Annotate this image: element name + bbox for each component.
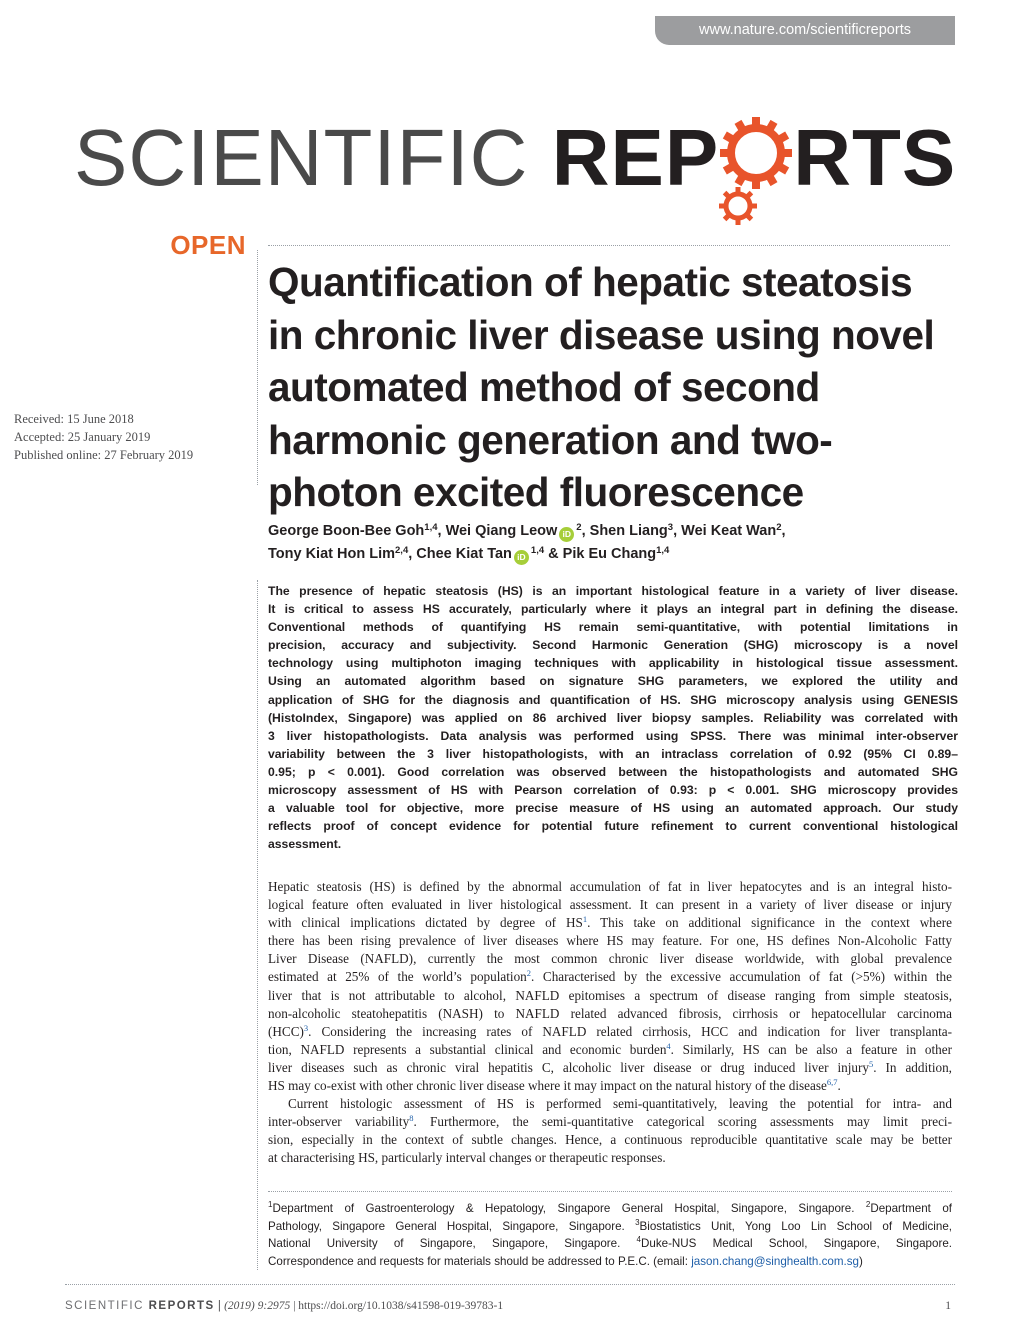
author-name[interactable]: , Wei Keat Wan	[673, 523, 777, 539]
footer-separator: |	[214, 1300, 225, 1312]
body-text-span: . Characterised by the excessive accumulation of fat (>5%) within the	[531, 969, 952, 985]
page-number: 1	[945, 1300, 951, 1312]
author-list	[268, 520, 958, 566]
abstract-line: variability between the 3 liver histopathologists, with an intraclass correlation of 0.92 (95% CI 0.89–	[268, 746, 958, 761]
affiliation-number: 3	[635, 1217, 640, 1227]
reference-link[interactable]: 8	[409, 1113, 414, 1124]
affiliation-text: Biostatistics Unit, Yong Loo Lin School of Medicine,	[639, 1219, 953, 1233]
body-line: logical feature often evaluated in liver histological assessment. It can present in a variety of liver disease or injury	[268, 897, 952, 913]
published-date: Published online: 27 February 2019	[14, 448, 194, 462]
abstract	[268, 582, 958, 853]
affiliation-text: National University of Singapore, Singapore, Singapore.	[268, 1237, 637, 1251]
footer-citation: (2019) 9:2975	[224, 1300, 291, 1312]
abstract-line: assessment.	[268, 837, 342, 852]
author-name[interactable]: , Shen Liang	[581, 523, 668, 539]
article-dates	[14, 410, 254, 464]
affiliation-sup: 1,4	[424, 522, 438, 533]
body-line	[268, 1059, 952, 1077]
body-text-span: inter-observer variability	[268, 1114, 410, 1130]
orcid-icon[interactable]: iD	[514, 550, 529, 565]
affiliation-sup: 1,4	[530, 545, 545, 556]
correspondence-line	[268, 1253, 952, 1271]
abstract-line: application of SHG for the diagnosis and quantification of HS. SHG microscopy analysis using GENESIS	[268, 692, 958, 707]
author-separator: ,	[781, 523, 786, 539]
footer-divider	[65, 1284, 955, 1285]
body-text-span: . In addition,	[873, 1059, 952, 1075]
body-line: non-alcoholic steatohepatitis (NASH) to NAFLD related advanced fibrosis, cirrhosis or hepatocellular carcinoma	[268, 1005, 952, 1021]
reference-link[interactable]: 5	[868, 1058, 874, 1069]
body-line	[268, 1113, 952, 1131]
affiliation-number: 2	[865, 1200, 871, 1209]
masthead-scientific: SCIENTIFIC	[74, 113, 552, 202]
affiliation-sup: 2,4	[395, 545, 409, 556]
reference-link[interactable]: 4	[666, 1040, 671, 1051]
body-line: Hepatic steatosis (HS) is defined by the abnormal accumulation of fat in liver hepatocytes and is an integral histo-	[268, 879, 952, 894]
footer-journal-light: SCIENTIFIC	[65, 1300, 149, 1312]
open-access-label: OPEN	[170, 230, 246, 260]
affiliation-sup: 2	[576, 522, 582, 533]
body-text	[268, 878, 952, 1168]
body-text-span: . Considering the increasing rates of NAFLD related cirrhosis, HCC and indication for liver transplanta-	[308, 1023, 952, 1039]
body-line: Current histologic assessment of HS is performed semi-quantitatively, leaving the potential for intra- and	[288, 1096, 952, 1112]
body-text-span: . This take on additional significance in the context where	[587, 915, 952, 931]
masthead-rep: REP	[551, 113, 720, 202]
footer-doi-link[interactable]: | https://doi.org/10.1038/s41598-019-39783-1	[290, 1300, 504, 1312]
received-date: Received: 15 June 2018	[14, 412, 134, 426]
abstract-line: 3 liver histopathologists. Data analysis was performed using SPSS. There was minimal inter-observer	[268, 728, 958, 743]
affiliation-number: 1	[268, 1200, 273, 1209]
header-divider	[268, 245, 950, 246]
body-text-span: with clinical implications dictated by degree of HS	[268, 915, 583, 931]
body-text-span: tion, NAFLD represents a substantial clinical and economic burden	[268, 1041, 667, 1057]
page-footer	[65, 1296, 955, 1316]
body-line: Liver Disease (NAFLD), currently the most common chronic liver disease worldwide, with global prevalence	[268, 951, 952, 967]
body-line	[268, 1023, 952, 1041]
affiliation-text: Duke-NUS Medical School, Singapore, Singapore.	[641, 1237, 952, 1251]
body-line	[268, 1041, 952, 1059]
title-line: Quantification of hepatic steatosis	[268, 259, 913, 305]
title-line: photon excited fluorescence	[268, 469, 804, 515]
title-line: harmonic generation and two-	[268, 416, 833, 463]
affiliations	[268, 1200, 952, 1270]
journal-masthead-logo	[74, 108, 957, 218]
title-line: in chronic liver disease using novel	[268, 311, 935, 358]
affiliation-line	[268, 1200, 952, 1218]
body-line: there has been rising prevalence of liver diseases where HS may feature. For one, HS defines Non-Alcoholic Fatty	[268, 933, 952, 949]
footer-journal-name	[65, 1300, 215, 1312]
body-line: at characterising HS, particularly interval changes or therapeutic responses.	[268, 1150, 666, 1166]
affiliation-sup: 1,4	[656, 545, 670, 556]
abstract-line: 0.95; p < 0.001). Good correlation was observed between the histopathologists and automated SHG	[268, 764, 958, 779]
article-title	[268, 256, 958, 519]
author-name[interactable]: , Chee Kiat Tan	[408, 546, 512, 562]
accepted-date: Accepted: 25 January 2019	[14, 430, 151, 444]
body-line: sion, especially in the context of subtle changes. Hence, a continuous reproducible quantitative scale may be better	[268, 1132, 952, 1148]
abstract-line: precision, accuracy and subjectivity. Second Harmonic Generation (SHG) microscopy is a novel	[268, 638, 958, 653]
affiliation-text: Department of Gastroenterology & Hepatology, Singapore General Hospital, Singapore, Singapore.	[272, 1202, 866, 1215]
body-line	[268, 914, 952, 932]
reference-link[interactable]: 6,7	[826, 1077, 838, 1088]
correspondence-text: Correspondence and requests for materials should be addressed to P.E.C. (email:	[268, 1254, 692, 1268]
body-line	[268, 1077, 952, 1095]
abstract-line: It is critical to assess HS accurately, particularly where it plays an integral part in defining the disease.	[268, 602, 958, 617]
author-name[interactable]: & Pik Eu Chang	[544, 546, 657, 562]
affiliation-line	[268, 1235, 952, 1253]
affiliation-line	[268, 1218, 952, 1236]
abstract-line: reflects proof of concept evidence for potential future refinement to current conventional histological	[268, 819, 958, 834]
affiliation-sup: 2	[776, 522, 782, 533]
affiliation-number: 4	[636, 1235, 641, 1245]
footer-journal-bold: REPORTS	[148, 1300, 215, 1312]
reference-link[interactable]: 3	[303, 1022, 309, 1033]
body-text-span: . Similarly, HS can be also a feature in other	[670, 1041, 952, 1057]
abstract-line: a valuable tool for objective, more precise measure of HS using an automated approach. Our study	[268, 801, 958, 816]
abstract-line: microscopy assessment of HS with Pearson correlation of 0.93: p < 0.001. SHG microscopy provides	[268, 783, 958, 798]
abstract-line: technology using multiphoton imaging techniques with applicability in histological tissue assessment.	[268, 656, 958, 671]
body-text-span: .	[837, 1078, 841, 1094]
body-line: liver that is not attributable to alcohol, NAFLD epitomises a spectrum of disease ranging from simple steatosis,	[268, 987, 952, 1003]
journal-url-badge[interactable]: www.nature.com/scientificreports	[655, 16, 955, 45]
gear-icon	[719, 111, 793, 191]
author-line-2	[268, 543, 958, 566]
title-column-divider	[257, 250, 258, 485]
correspondence-email-link[interactable]: jason.chang@singhealth.com.sg	[691, 1254, 859, 1268]
author-name[interactable]: , Wei Qiang Leow	[437, 523, 558, 539]
abstract-line: The presence of hepatic steatosis (HS) is an important histological feature in a variety of liver disease.	[268, 584, 958, 598]
abstract-line: (HistoIndex, Singapore) was applied on 86 archived liver biopsy samples. Reliability was correlated with	[268, 710, 958, 725]
body-text-span: liver diseases such as chronic viral hepatitis C, alcoholic liver disease or drug induced liver injury	[268, 1059, 869, 1075]
abstract-line: Conventional methods of quantifying HS remain semi-quantitative, with potential limitations in	[268, 620, 958, 635]
body-column-divider	[257, 580, 258, 1270]
body-line	[268, 968, 952, 986]
footnote-divider	[268, 1191, 952, 1192]
title-line: automated method of second	[268, 364, 820, 410]
correspondence-text: )	[858, 1254, 863, 1268]
author-line-1	[268, 520, 958, 543]
author-name[interactable]: George Boon-Bee Goh	[268, 523, 425, 539]
small-gear-icon	[718, 186, 758, 226]
reference-link[interactable]: 2	[526, 968, 532, 979]
reference-link[interactable]: 1	[582, 914, 588, 925]
body-text-span: . Furthermore, the semi-quantitative categorical scoring assessments may limit preci-	[413, 1114, 952, 1130]
orcid-icon[interactable]: iD	[559, 527, 574, 542]
affiliation-sup: 3	[667, 522, 674, 533]
abstract-line: Using an automated algorithm based on signature SHG parameters, we explored the utility and	[268, 674, 958, 689]
body-text-span: (HCC)	[268, 1023, 304, 1039]
body-text-span: estimated at 25% of the world’s population	[268, 969, 527, 985]
affiliation-text: Pathology, Singapore General Hospital, Singapore, Singapore.	[268, 1219, 636, 1233]
body-text-span: HS may co-exist with other chronic liver disease where it may impact on the natural history of the disease	[268, 1078, 827, 1094]
affiliation-text: Department of	[870, 1202, 952, 1215]
masthead-rts: RTS	[793, 113, 957, 202]
author-name[interactable]: Tony Kiat Hon Lim	[268, 546, 396, 562]
